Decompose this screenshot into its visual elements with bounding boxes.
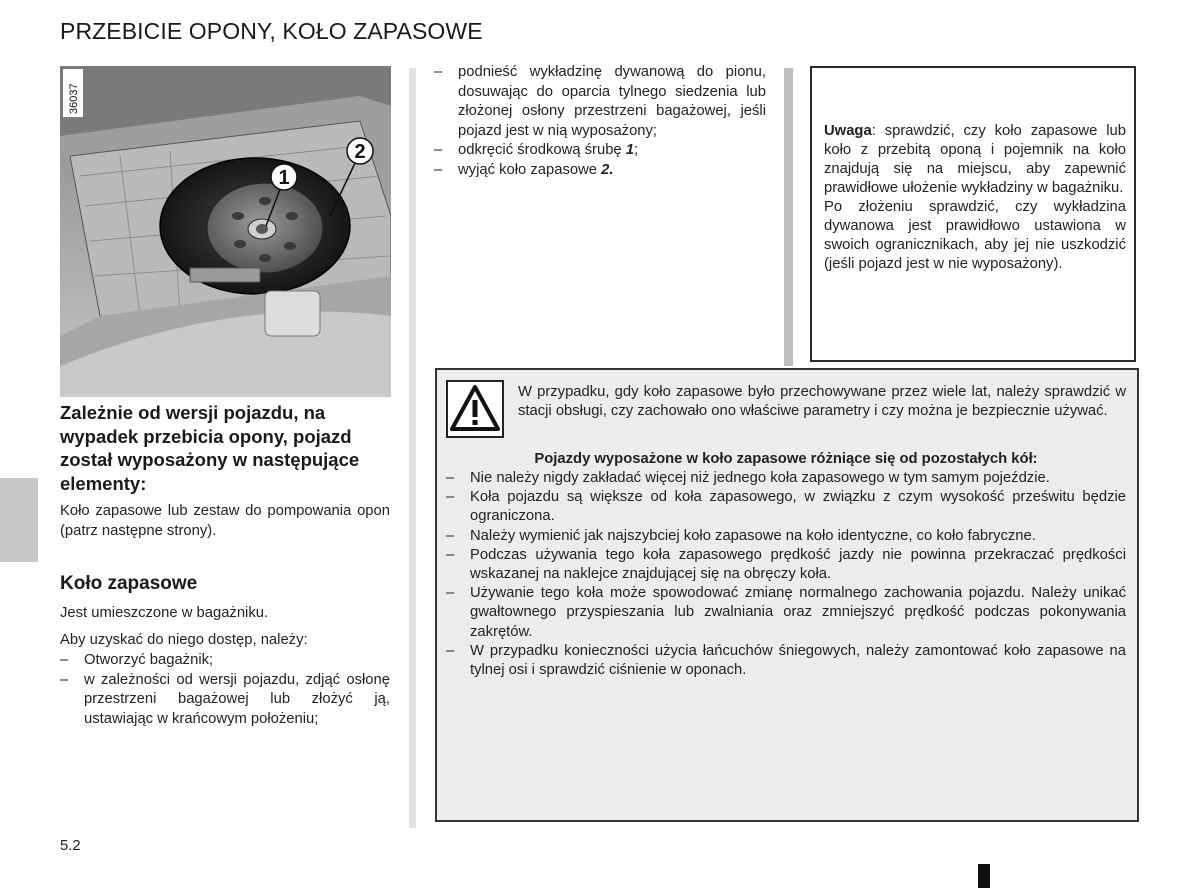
warning-intro: W przypadku, gdy koło zapasowe było przechowywane przez wiele lat, należy sprawdzić w stacji obsługi, czy zachowało ono właściwe parametry i czy można je bezpiecznie używać.: [518, 384, 1126, 420]
callout-2-label: 2: [354, 141, 366, 163]
list-item: – Należy wymienić jak najszybciej koło zapasowe na koło identyczne, co koło fabryczne.: [446, 527, 1126, 546]
column-divider-dark: [784, 68, 793, 366]
step-text: ;: [634, 142, 639, 158]
list-item: – Koła pojazdu są większe od koła zapasowego, w związku z czym wysokość prześwitu będzie ograniczona.: [446, 488, 1126, 526]
intro-paragraph: Koło zapasowe lub zestaw do pompowania opon (patrz następne strony).: [60, 503, 390, 539]
note-body-2: Po złożeniu sprawdzić, czy wykładzina dywanowa jest prawidłowo ustawiona w swoich ogranicznikach, aby jej nie uszkodzić (jeśli pojazd jest w nie wyposażony).: [824, 199, 1126, 272]
step-text: odkręcić środkową śrubę: [458, 142, 626, 158]
list-item: – w zależności od wersji pojazdu, zdjąć osłonę przestrzeni bagażowej lub złożyć ją, ustawiając w krańcowym położeniu;: [60, 671, 390, 730]
trunk-illustration-svg: [60, 66, 391, 397]
list-item: – Nie należy nigdy zakładać więcej niż jednego koła zapasowego w tym samym pojeździe.: [446, 469, 1126, 488]
access-paragraph: Aby uzyskać do niego dostęp, należy:: [60, 632, 308, 648]
list-item: [434, 141, 766, 161]
list-item: – podnieść wykładzinę dywanową do pionu, dosuwając do oparcia tylnego siedzenia lub złożonej osłony przestrzeni bagażowej, jeśli pojazd jest w nią wyposażony;: [434, 63, 766, 141]
list-item: [434, 161, 766, 181]
list-item: – Otworzyć bagażnik;: [60, 651, 390, 671]
warning-triangle-icon: [446, 380, 504, 438]
trunk-spare-wheel-illustration: [60, 66, 391, 397]
equipment-heading: Zależnie od wersji pojazdu, na wypadek przebicia opony, pojazd został wyposażony w następujące elementy:: [60, 402, 360, 494]
warning-list: [446, 469, 1126, 680]
spare-wheel-heading: Koło zapasowe: [60, 573, 198, 594]
section-tab-marker: [0, 478, 38, 562]
column-divider: [409, 68, 416, 828]
figure-reference-number: 36037: [68, 83, 80, 114]
note-text: [824, 122, 1126, 274]
note-label: Uwaga: [824, 123, 872, 139]
step-text: wyjąć koło zapasowe: [458, 161, 602, 178]
list-item: – Podczas używania tego koła zapasowego prędkość jazdy nie powinna przekraczać prędkości wskazanej na naklejce znajdującej się na obręczy koła.: [446, 546, 1126, 584]
list-item: – Używanie tego koła może spowodować zmianę normalnego zachowania pojazdu. Należy unikać gwałtownego przyspieszania lub zwalniania oraz zmniejszyć prędkość podczas pokonywania zakrętów.: [446, 584, 1126, 642]
page-number: 5.2: [60, 838, 81, 854]
step-ref: 2.: [601, 161, 614, 178]
callout-1-label: 1: [278, 167, 290, 189]
step-ref: 1: [625, 142, 635, 158]
page-edge-marker: [978, 864, 990, 888]
warning-subheading: Pojazdy wyposażone w koło zapasowe różniące się od pozostałych kół:: [534, 451, 1038, 467]
location-paragraph: Jest umieszczone w bagażniku.: [60, 605, 269, 621]
access-steps-list: [60, 651, 390, 729]
list-item: – W przypadku konieczności użycia łańcuchów śniegowych, należy zamontować koło zapasowe na tylnej osi i sprawdzić ciśnienie w oponach.: [446, 642, 1126, 680]
removal-steps-list: [434, 63, 766, 180]
page-title: PRZEBICIE OPONY, KOŁO ZAPASOWE: [60, 18, 483, 44]
note-body: : sprawdzić, czy koło zapasowe lub koło z przebitą oponą i pojemnik na koło znajdują się na miejscu, aby zapewnić prawidłowe ułożenie wykładziny w bagażniku.: [824, 123, 1126, 196]
